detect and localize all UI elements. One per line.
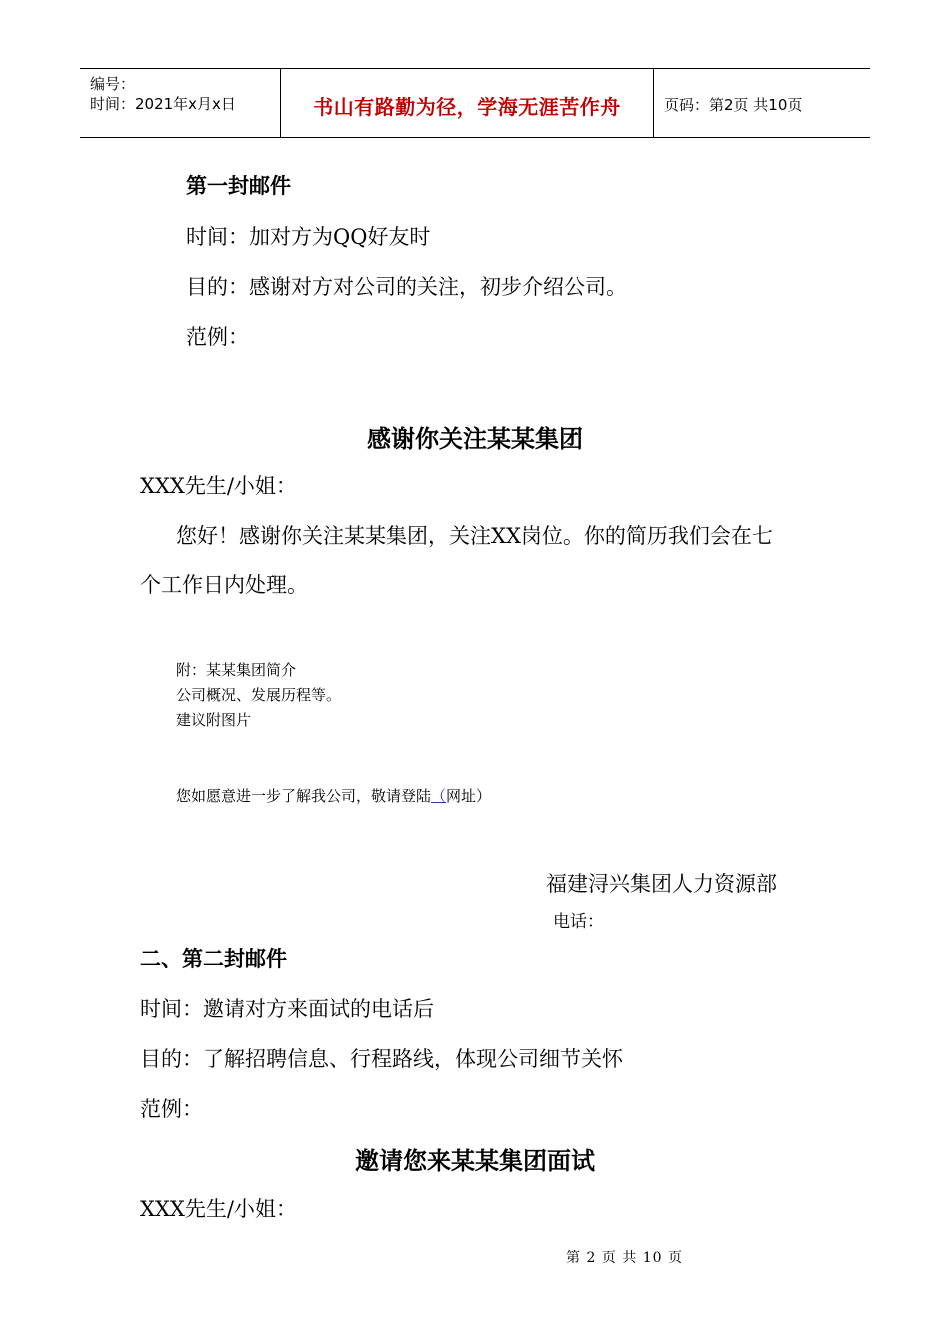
email1-attachment-note: 建议附图片 — [176, 711, 252, 729]
email2-heading: 二、第二封邮件 — [140, 946, 287, 971]
email1-phone-label: 电话： — [553, 912, 604, 932]
header-page-info: 页码：第2页 共10页 — [664, 96, 803, 114]
header-left-cell — [80, 69, 281, 137]
email1-body-line1: 您好！感谢你关注某某集团，关注XX岗位。你的简历我们会在七 — [176, 524, 773, 548]
email1-heading: 第一封邮件 — [186, 173, 291, 198]
page-header — [80, 68, 870, 138]
email1-purpose: 目的：感谢对方对公司的关注，初步介绍公司。 — [186, 275, 627, 299]
email1-attachment-line: 附：某某集团简介 — [176, 661, 297, 679]
email2-salutation: XXX先生/小姐： — [140, 1197, 297, 1221]
email1-salutation: XXX先生/小姐： — [140, 474, 297, 498]
page-footer: 第 2 页 共 10 页 — [566, 1250, 683, 1266]
email1-example-label: 范例： — [186, 325, 249, 349]
email1-title: 感谢你关注某某集团 — [367, 424, 583, 453]
email2-title: 邀请您来某某集团面试 — [355, 1146, 595, 1175]
email2-example-label: 范例： — [140, 1097, 203, 1121]
email1-time: 时间：加对方为QQ好友时 — [186, 225, 431, 249]
website-link[interactable]: （ — [431, 787, 447, 805]
document-date-label: 时间：2021年x月x日 — [90, 95, 236, 113]
email2-time: 时间：邀请对方来面试的电话后 — [140, 997, 434, 1021]
header-page-cell — [654, 69, 870, 137]
email2-purpose: 目的：了解招聘信息、行程路线，体现公司细节关怀 — [140, 1047, 623, 1071]
email1-body-line2: 个工作日内处理。 — [140, 573, 308, 597]
visit-prefix: 您如愿意进一步了解我公司，敬请登陆 — [176, 787, 432, 805]
email1-visit-line — [176, 785, 491, 806]
header-motto-cell — [281, 69, 654, 137]
email1-signature: 福建浔兴集团人力资源部 — [546, 872, 777, 896]
email1-attachment-desc: 公司概况、发展历程等。 — [176, 686, 342, 704]
document-number-label: 编号： — [90, 75, 136, 93]
visit-suffix: 网址） — [446, 787, 492, 805]
header-motto: 书山有路勤为径，学海无涯苦作舟 — [313, 95, 621, 119]
